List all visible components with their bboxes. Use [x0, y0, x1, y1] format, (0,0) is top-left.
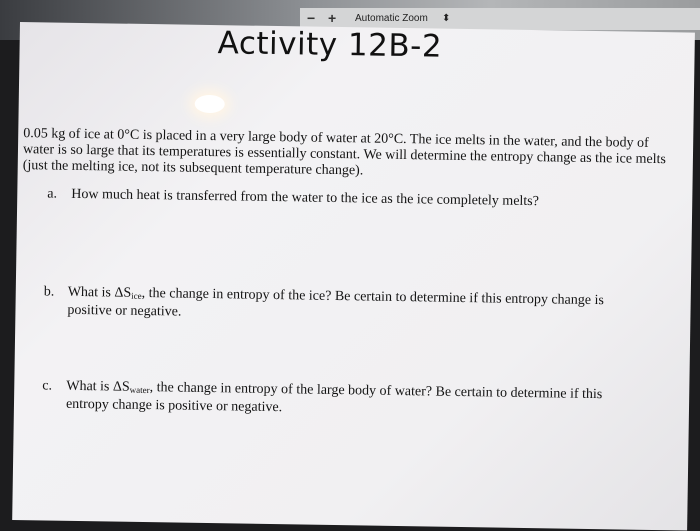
question-marker: b.	[43, 284, 55, 300]
delta-s-label: What is ΔS	[67, 284, 132, 301]
page-title: Activity 12B-2	[217, 25, 443, 65]
question-text	[43, 284, 643, 327]
problem-statement: 0.05 kg of ice at 0°C is placed in a very large body of water at 20°C. The ice melts in the water, and the body of water is so large that its temperatures is essentially constant. We will determine the entropy change as the ice melts (just the melting ice, not its subsequent temperature change).	[22, 126, 666, 179]
document-page	[12, 22, 695, 531]
delta-s-label: What is ΔS	[66, 378, 130, 395]
subscript-ice: ice	[131, 290, 142, 301]
screen-glare	[195, 95, 225, 113]
question-a	[47, 186, 647, 211]
question-text	[42, 378, 642, 421]
zoom-dropdown-arrows-icon[interactable]: ⬍	[442, 13, 451, 24]
question-c	[42, 378, 642, 421]
zoom-out-button[interactable]: −	[307, 10, 316, 26]
question-text: How much heat is transferred from the water to the ice as the ice completely melts?	[71, 186, 540, 210]
zoom-in-button[interactable]: +	[328, 10, 337, 26]
question-marker: c.	[42, 378, 53, 394]
question-rest: , the change in entropy of the ice? Be certain to determine if this entropy change is positive or negative.	[67, 285, 604, 320]
question-rest: , the change in entropy of the large body of water? Be certain to determine if this entropy change is positive or negative.	[65, 380, 603, 416]
question-b	[43, 284, 643, 327]
question-marker: a.	[47, 186, 58, 202]
subscript-water: water	[129, 384, 150, 396]
zoom-select[interactable]: Automatic Zoom	[355, 13, 428, 24]
